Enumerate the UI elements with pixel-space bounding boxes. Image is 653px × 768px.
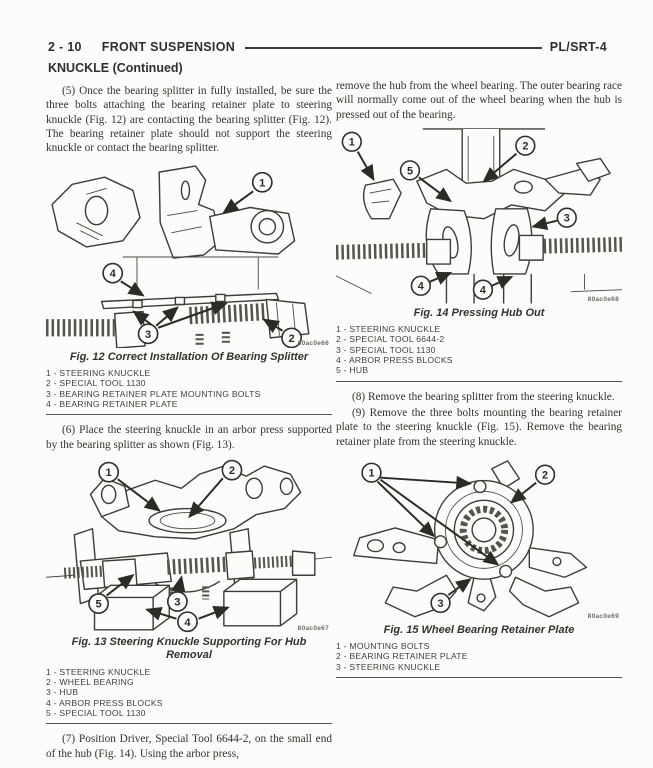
legend-item: 2 - SPECIAL TOOL 1130 <box>46 378 146 389</box>
page-header <box>48 40 607 54</box>
fig12-callout-1: 1 <box>259 176 266 189</box>
fig14-callout-2: 2 <box>522 140 529 153</box>
left-column <box>46 84 332 763</box>
fig15-callout-2: 2 <box>542 469 549 482</box>
header-section-title: FRONT SUSPENSION <box>101 40 236 54</box>
fig14-press-and-hub <box>336 129 622 304</box>
figure-14 <box>336 126 622 304</box>
figure-12-legend <box>46 368 332 409</box>
paragraph-step-5: (5) Once the bearing splitter in fully installed, be sure the three bolts attaching the bearing retainer plate to steering knuckle (Fig. 12) are contacting the bearing splitter (Fig. 12). The bearing retainer plate should not support the steering knuckle or contact the bearing splitter. <box>46 85 332 155</box>
figure-12 <box>46 160 332 348</box>
figure-15-caption: Fig. 15 Wheel Bearing Retainer Plate <box>383 623 575 636</box>
legend-item: 5 - SPECIAL TOOL 1130 <box>46 707 146 718</box>
knuckle-continued-heading: KNUCKLE (Continued) <box>48 61 183 75</box>
legend-item: 1 - STEERING KNUCKLE <box>46 666 151 677</box>
fig13-callout-3: 3 <box>174 596 181 609</box>
header-page-number: 2 - 10 <box>48 40 82 54</box>
figure-14-caption: Fig. 14 Pressing Hub Out <box>413 306 545 319</box>
fig14-callout-4b: 4 <box>479 284 486 297</box>
fig12-callout-2: 2 <box>288 332 295 345</box>
legend-item: 1 - MOUNTING BOLTS <box>336 640 430 651</box>
legend-item: 2 - SPECIAL TOOL 6644-2 <box>336 334 445 345</box>
header-rule <box>245 47 542 49</box>
figure-15-separator <box>336 677 622 678</box>
legend-item: 3 - HUB <box>46 687 79 698</box>
fig13-callout-2: 2 <box>228 465 236 478</box>
header-model-code: PL/SRT-4 <box>549 40 607 54</box>
fig12-callout-3: 3 <box>144 328 152 341</box>
figure-13-separator <box>46 723 332 724</box>
paragraph-step-6: (6) Place the steering knuckle in an arbor press supported by the bearing splitter as shown (Fig. 13). <box>46 424 332 451</box>
legend-item: 3 - BEARING RETAINER PLATE MOUNTING BOLTS <box>46 388 261 399</box>
figure-15 <box>336 453 622 621</box>
legend-item: 4 - ARBOR PRESS BLOCKS <box>336 354 453 365</box>
figure-14-legend <box>336 324 622 376</box>
paragraph-step-7: (7) Position Driver, Special Tool 6644-2, on the small end of the hub (Fig. 14). Using the arbor press, <box>46 733 332 760</box>
fig14-callout-1: 1 <box>348 136 355 149</box>
figure-15-code: 80ac0e69 <box>587 612 619 620</box>
figure-15-drawing <box>336 453 622 621</box>
figure-12-drawing <box>46 160 332 348</box>
fig15-retainer-plate <box>354 461 587 617</box>
legend-item: 2 - BEARING RETAINER PLATE <box>336 651 468 662</box>
fig14-callout-4a: 4 <box>417 280 424 293</box>
figure-14-drawing <box>336 126 622 304</box>
legend-item: 3 - STEERING KNUCKLE <box>336 661 441 672</box>
fig13-callout-1: 1 <box>105 467 112 480</box>
legend-item: 1 - STEERING KNUCKLE <box>336 323 441 334</box>
figure-13-caption: Fig. 13 Steering Knuckle Supporting For Hub Removal <box>71 635 307 662</box>
legend-item: 4 - BEARING RETAINER PLATE <box>46 399 178 410</box>
fig13-callout-5: 5 <box>95 598 102 611</box>
figure-13-code: 80ac0e67 <box>297 624 329 632</box>
fig15-callout-1: 1 <box>368 467 375 480</box>
legend-item: 4 - ARBOR PRESS BLOCKS <box>46 697 163 708</box>
figure-15-legend <box>336 641 622 672</box>
figure-12-caption: Fig. 12 Correct Installation Of Bearing Splitter <box>69 350 309 363</box>
paragraph-step-8: (8) Remove the bearing splitter from the steering knuckle. <box>352 390 615 403</box>
fig13-callout-4: 4 <box>184 616 191 629</box>
figure-13-drawing <box>46 456 332 633</box>
paragraph-step-9: (9) Remove the three bolts mounting the bearing retainer plate to the steering knuckle (Fig. 15). Remove the bearing retainer plate from the steering knuckle. <box>336 406 622 448</box>
right-column <box>336 79 622 686</box>
figure-14-code: 80ac0e68 <box>587 295 619 303</box>
legend-item: 5 - HUB <box>336 365 369 376</box>
figure-12-code: 80ac0e66 <box>297 339 329 347</box>
fig14-callout-3: 3 <box>563 212 570 225</box>
paragraph-continuation: remove the hub from the wheel bearing. The outer bearing race will normally come out of the wheel bearing when the hub is pressed out of the bearing. <box>336 80 622 121</box>
legend-item: 2 - WHEEL BEARING <box>46 677 134 687</box>
fig14-callout-5: 5 <box>406 165 413 178</box>
legend-item: 3 - SPECIAL TOOL 1130 <box>336 344 436 355</box>
legend-item: 1 - STEERING KNUCKLE <box>46 368 151 379</box>
figure-13 <box>46 456 332 633</box>
fig12-callout-4: 4 <box>109 267 116 280</box>
figure-14-separator <box>336 381 622 382</box>
figure-12-separator <box>46 414 332 415</box>
fig15-callout-3: 3 <box>437 597 444 610</box>
figure-13-legend <box>46 667 332 719</box>
